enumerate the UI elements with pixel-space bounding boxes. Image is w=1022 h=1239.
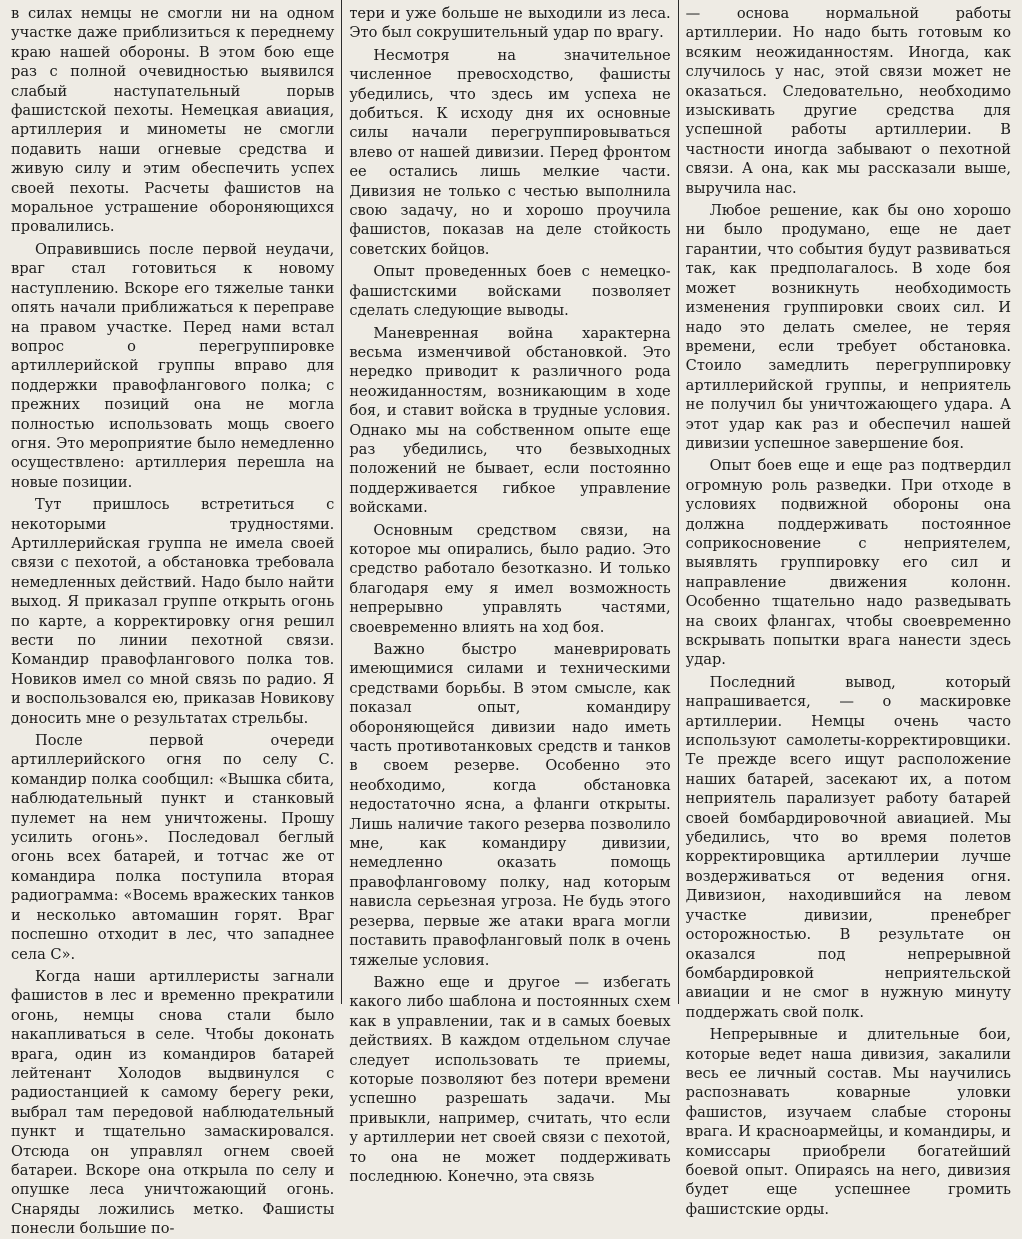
paragraph: Несмотря на значительное численное превосходство, фашисты убедились, что здесь им успеха не добиться. К исходу дня их основные силы начали перегруппировываться влево от нашей дивизии. Перед фронтом ее остались лишь мелкие части. Дивизия не только с честью выполнила свою задачу, но и хорошо проучила фашистов, показав на деле стойкость советских бойцов. bbox=[349, 46, 671, 258]
column-2 bbox=[342, 0, 677, 1185]
column-1 bbox=[4, 0, 341, 1238]
article-columns bbox=[4, 0, 1018, 1238]
paragraph: Опыт боев еще и еще раз подтвердил огромную роль разведки. При отходе в условиях подвижной обороны она должна поддерживать постоянное соприкосновение с неприятелем, выявлять группировку его сил и направление движения колонн. Особенно тщательно надо разведывать на своих флангах, чтобы своевременно вскрывать попытки врага нанести здесь удар. bbox=[685, 457, 1011, 669]
paragraph: Важно еще и другое — избегать какого либо шаблона и постоянных схем как в управлении, так и в самых боевых действиях. В каждом отдельном случае следует использовать те приемы, которые позволяют без потери времени успешно разрешать задачи. Мы привыкли, например, считать, что если у артиллерии нет своей связи с пехотой, то она не может поддерживать последнюю. Конечно, эта связь bbox=[349, 973, 671, 1185]
paragraph: — основа нормальной работы артиллерии. Но надо быть готовым ко всяким неожиданностям. Иногда, как случилось у нас, этой связи может не оказаться. Следовательно, необходимо изыскивать другие средства для успешной работы артиллерии. В частности иногда забывают о пехотной связи. А она, как мы рассказали выше, выручила нас. bbox=[685, 5, 1011, 197]
paragraph: Важно быстро маневрировать имеющимися силами и техническими средствами борьбы. В этом смысле, как показал опыт, командиру обороняющейся дивизии надо иметь часть противотанковых средств и танков в своем резерве. Особенно это необходимо, когда обстановка недостаточно ясна, а фланги открыты. Лишь наличие такого резерва позволило мне, как командиру дивизии, немедленно оказать помощь правофланговому полку, над которым нависла серьезная угроза. Не будь этого резерва, первые же атаки врага могли поставить правофланговый полк в очень тяжелые условия. bbox=[349, 641, 671, 969]
paragraph: Любое решение, как бы оно хорошо ни было продумано, еще не дает гарантии, что события будут развиваться так, как предполагалось. В ходе боя может возникнуть необходимость изменения группировки своих сил. И надо это делать смелее, не теряя времени, если требует обстановка. Стоило замедлить перегруппировку артиллерийской группы, и неприятель не получил бы уничтожающего удара. А этот удар как раз и обеспечил нашей дивизии успешное завершение боя. bbox=[685, 202, 1011, 452]
paragraph: Маневренная война характерна весьма изменчивой обстановкой. Это нередко приводит к различного рода неожиданностям, возникающим в ходе боя, и ставит войска в трудные условия. Однако мы на собственном опыте еще раз убедились, что безвыходных положений не бывает, если постоянно поддерживается гибкое управление войсками. bbox=[349, 324, 671, 517]
paragraph: Когда наши артиллеристы загнали фашистов в лес и временно прекратили огонь, немцы снова стали было накапливаться в селе. Чтобы доконать врага, один из командиров батарей лейтенант Холодов выдвинулся с радиостанцией к самому берегу реки, выбрал там передовой наблюдательный пункт и тщательно замаскировался. Отсюда он управлял огнем своей батареи. Вскоре она открыла по селу и опушке леса уничтожающий огонь. Снаряды ложились метко. Фашисты понесли большие по- bbox=[11, 967, 335, 1238]
paragraph: Оправившись после первой неудачи, враг стал готовиться к новому наступлению. Вскоре его тяжелые танки опять начали приближаться к переправе на правом участке. Перед нами встал вопрос о перегруппировке артиллерийской группы вправо для поддержки правофлангового полка; с прежних позиций она не могла полностью использовать мощь своего огня. Это мероприятие было немедленно осуществлено: артиллерия перешла на новые позиции. bbox=[11, 240, 335, 491]
paragraph: Непрерывные и длительные бои, которые ведет наша дивизия, закалили весь ее личный состав. Мы научились распознавать коварные уловки фашистов, изучаем слабые стороны врага. И красноармейцы, и командиры, и комиссары приобрели богатейший боевой опыт. Опираясь на него, дивизия будет еще успешнее громить фашистские орды. bbox=[685, 1026, 1011, 1218]
paragraph: в силах немцы не смогли ни на одном участке даже приблизиться к переднему краю нашей обороны. В этом бою еще раз с полной очевидностью выявился слабый наступательный порыв фашистской пехоты. Немецкая авиация, артиллерия и минометы не смогли подавить наши огневые средства и живую силу и этим обеспечить успех своей пехоты. Расчеты фашистов на моральное устрашение обороняющихся провалились. bbox=[11, 5, 335, 236]
paragraph: Последний вывод, который напрашивается, — о маскировке артиллерии. Немцы очень часто используют самолеты-корректировщики. Те прежде всего ищут расположение наших батарей, засекают их, а потом неприятель парализует работу батарей своей бомбардировочной авиацией. Мы убедились, что во время полетов корректировщика артиллерии лучше воздерживаться от ведения огня. Дивизион, находившийся на левом участке дивизии, пренебрег осторожностью. В результате он оказался под непрерывной бомбардировкой неприятельской авиации и не смог в нужную минуту поддержать свой полк. bbox=[685, 673, 1011, 1021]
paragraph: Тут пришлось встретиться с некоторыми трудностями. Артиллерийская группа не имела своей связи с пехотой, а обстановка требовала немедленных действий. Надо было найти выход. Я приказал группе открыть огонь по карте, а корректировку огня решил вести по линии пехотной связи. Командир правофлангового полка тов. Новиков имел со мной связь по радио. Я и воспользовался ею, приказав Новикову доносить мне о результатах стрельбы. bbox=[11, 496, 335, 727]
paragraph: После первой очереди артиллерийского огня по селу С. командир полка сообщил: «Вышка сбита, наблюдательный пункт и станковый пулемет на нем уничтожены. Прошу усилить огонь». Последовал беглый огонь всех батарей, и тотчас же от командира полка поступила вторая радиограмма: «Восемь вражеских танков и несколько автомашин горят. Враг поспешно отходит в лес, что западнее села С». bbox=[11, 732, 335, 963]
paragraph: Опыт проведенных боев с немецко-фашистскими войсками позволяет сделать следующие выводы. bbox=[349, 263, 671, 320]
column-3 bbox=[679, 0, 1018, 1218]
paragraph: Основным средством связи, на которое мы опирались, было радио. Это средство работало безотказно. И только благодаря ему я имел возможность непрерывно управлять частями, своевременно влиять на ход боя. bbox=[349, 521, 671, 636]
paragraph: тери и уже больше не выходили из леса. Это был сокрушительный удар по врагу. bbox=[349, 5, 671, 42]
